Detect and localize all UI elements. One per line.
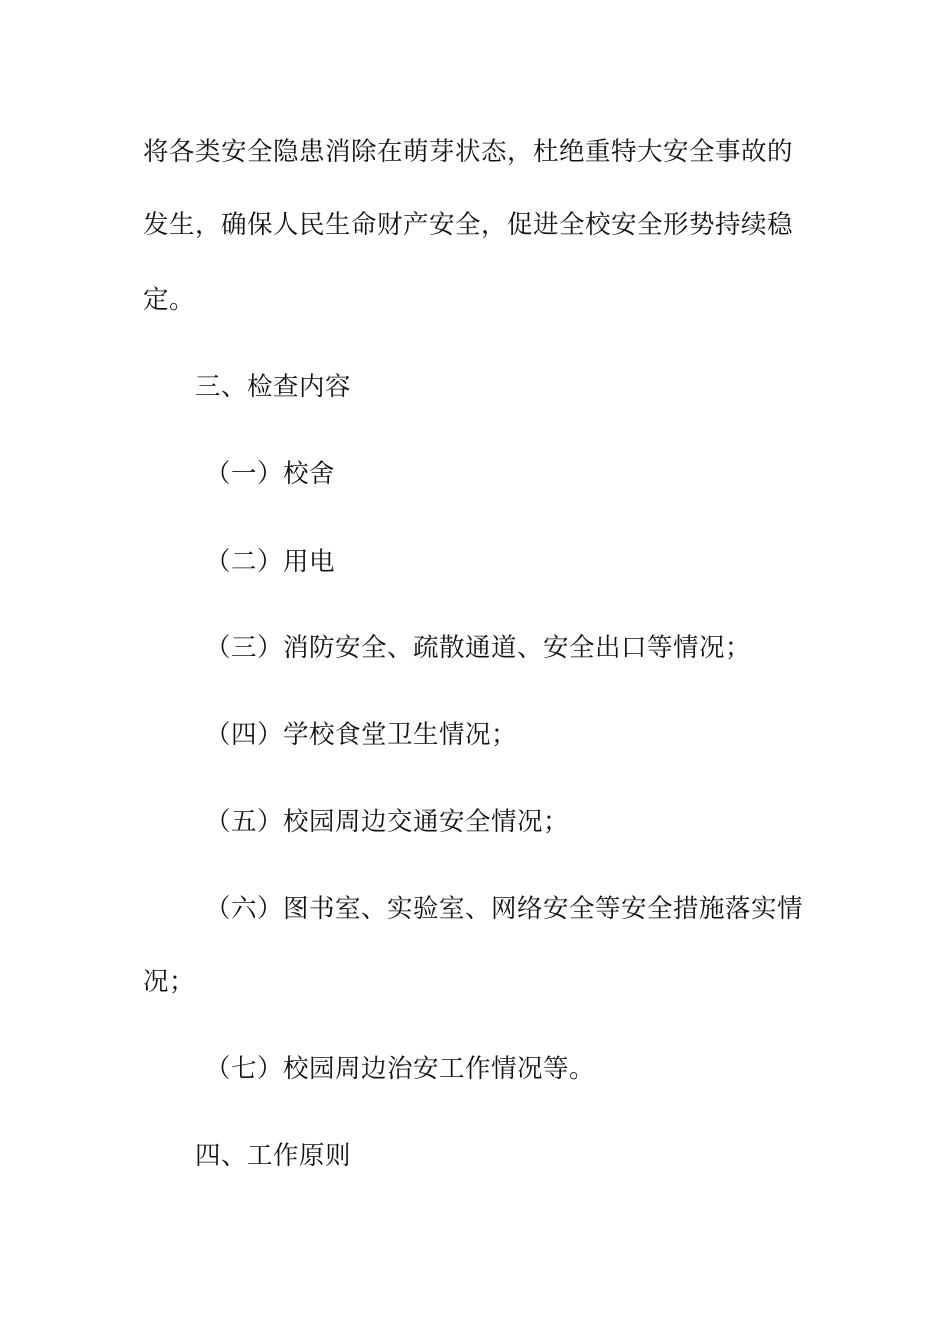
list-item: （五）校园周边交通安全情况； [205,807,570,837]
paragraph-line: 发生，确保人民生命财产安全，促进全校安全形势持续稳 [143,210,794,240]
list-item: （六）图书室、实验室、网络安全等安全措施落实情 [205,894,804,924]
list-item-continuation: 况； [143,967,196,997]
section-heading: 三、检查内容 [195,372,352,402]
list-item: （一）校舍 [205,459,336,489]
list-item: （三）消防安全、疏散通道、安全出口等情况； [205,633,752,663]
section-heading: 四、工作原则 [195,1141,352,1171]
list-item: （四）学校食堂卫生情况； [205,720,518,750]
list-item: （七）校园周边治安工作情况等。 [205,1054,596,1084]
paragraph-line: 定。 [143,285,196,315]
list-item: （二）用电 [205,547,336,577]
paragraph-line: 将各类安全隐患消除在萌芽状态，杜绝重特大安全事故的 [143,137,794,167]
